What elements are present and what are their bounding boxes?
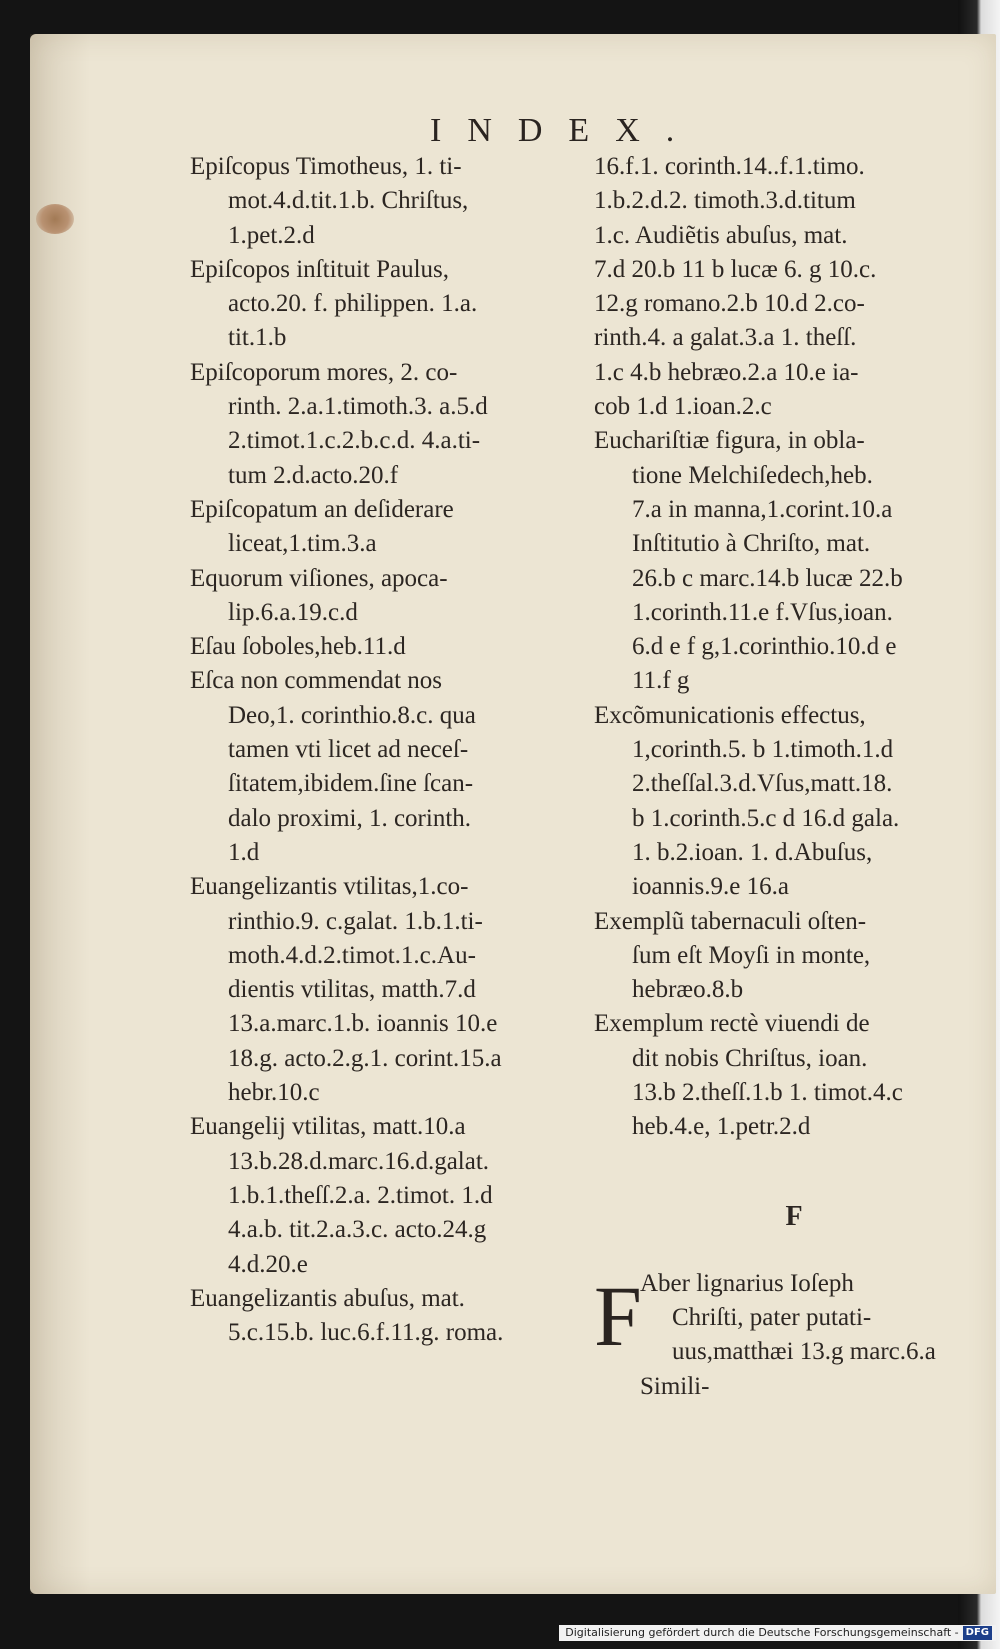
index-entry <box>190 664 600 870</box>
dfg-logo: DFG <box>963 1626 992 1640</box>
entry-line: 2.timot.1.c.2.b.c.d. 4.a.ti- <box>228 427 481 455</box>
digitization-footer <box>559 1625 996 1641</box>
index-entry <box>594 424 994 698</box>
entry-line: Exemplũ tabernaculi oſten- <box>594 907 867 935</box>
entry-line: 16.f.1. corinth.14..f.1.timo. <box>594 153 865 180</box>
entry-line: dit nobis Chriſtus, ioan. <box>632 1044 868 1072</box>
entry-line: lip.6.a.19.c.d <box>228 598 358 626</box>
entry-line: Inſtitutio à Chriſto, mat. <box>632 530 871 558</box>
entry-line: uus,matthæi 13.g marc.6.a <box>672 1338 936 1366</box>
entry-line: rinth. 2.a.1.timoth.3. a.5.d <box>228 393 488 421</box>
entry-line: 1.b.1.theſſ.2.a. 2.timot. 1.d <box>228 1181 493 1209</box>
running-head: INDEX. <box>430 112 701 149</box>
entry-line: 7.a in manna,1.corint.10.a <box>632 495 893 523</box>
paper-stain <box>36 204 74 234</box>
index-entry <box>190 150 600 253</box>
entry-line: Euchariſtiæ figura, in obla- <box>594 427 865 455</box>
entry-line: 5.c.15.b. luc.6.f.11.g. roma. <box>228 1319 504 1347</box>
entry-line: Exemplum rectè viuendi de <box>594 1010 870 1038</box>
entry-line: tione Melchiſedech,heb. <box>632 461 873 489</box>
index-entry <box>190 356 600 493</box>
dropcap-entry <box>594 1267 994 1404</box>
entry-line: 13.b.28.d.marc.16.d.galat. <box>228 1147 490 1175</box>
entry-line: 2.theſſal.3.d.Vſus,matt.18. <box>632 770 893 798</box>
entry-line: 1.corinth.11.e f.Vſus,ioan. <box>632 598 893 626</box>
entry-line: ſitatem,ibidem.ſine ſcan- <box>228 770 474 798</box>
footer-text: Digitalisierung gefördert durch die Deutsche Forschungsgemeinschaft - <box>565 1626 959 1639</box>
entry-line: 1,corinth.5. b 1.timoth.1.d <box>632 736 894 764</box>
entry-line: 1.pet.2.d <box>228 221 315 249</box>
entry-line: Chriſti, pater putati- <box>672 1303 872 1331</box>
index-entry <box>190 493 600 562</box>
entry-line: 6.d e f g,1.corinthio.10.d e <box>632 633 897 661</box>
index-entry <box>594 699 994 905</box>
entry-line: 1.c. Audiẽtis abuſus, mat. <box>594 221 848 249</box>
gutter-shadow <box>30 34 90 1594</box>
entry-line: Excõmunicationis effectus, <box>594 701 866 729</box>
entry-line: Aber lignarius Ioſeph <box>640 1269 854 1297</box>
entry-line: dientis vtilitas, matth.7.d <box>228 976 476 1004</box>
entry-line: acto.20. f. philippen. 1.a. <box>228 290 478 318</box>
entry-line: tum 2.d.acto.20.f <box>228 461 399 489</box>
entry-line: 4.a.b. tit.2.a.3.c. acto.24.g <box>228 1216 487 1244</box>
entry-line: 1.c 4.b hebræo.2.a 10.e ia- <box>594 358 859 386</box>
entry-line: Epiſcopatum an deſiderare <box>190 495 454 523</box>
entry-line: 7.d 20.b 11 b lucæ 6. g 10.c. <box>594 255 877 283</box>
entry-line: 1.b.2.d.2. timoth.3.d.titum <box>594 187 856 215</box>
entry-line: 1.d <box>228 838 260 866</box>
index-entry <box>594 905 994 1008</box>
entry-line: hebræo.8.b <box>632 976 744 1004</box>
entry-line: 26.b c marc.14.b lucæ 22.b <box>632 564 903 592</box>
entry-line: Euangelizantis abuſus, mat. <box>190 1284 465 1312</box>
index-entry <box>190 870 600 1110</box>
entry-line: 13.a.marc.1.b. ioannis 10.e <box>228 1010 498 1038</box>
entry-line: 1. b.2.ioan. 1. d.Abuſus, <box>632 838 873 866</box>
entry-line: liceat,1.tim.3.a <box>228 530 377 558</box>
entry-line: dalo proximi, 1. corinth. <box>228 804 472 832</box>
entry-line: Epiſcopos inſtituit Paulus, <box>190 255 450 283</box>
entry-line: 12.g romano.2.b 10.d 2.co- <box>594 290 865 318</box>
entry-line: mot.4.d.tit.1.b. Chriſtus, <box>228 187 469 215</box>
entry-line: heb.4.e, 1.petr.2.d <box>632 1113 811 1141</box>
entry-line: Euangelizantis vtilitas,1.co- <box>190 873 469 901</box>
catchword: Simili- <box>640 1372 710 1400</box>
entry-line: Euangelij vtilitas, matt.10.a <box>190 1113 466 1141</box>
index-entry <box>594 1007 994 1144</box>
entry-line: 18.g. acto.2.g.1. corint.15.a <box>228 1044 502 1072</box>
entry-line: hebr.10.c <box>228 1079 320 1107</box>
entry-line: moth.4.d.2.timot.1.c.Au- <box>228 941 476 969</box>
index-entry <box>190 1110 600 1281</box>
index-entry <box>190 630 600 664</box>
entry-line: 11.f g <box>632 667 690 695</box>
index-column-right <box>594 150 994 1404</box>
entry-line: cob 1.d 1.ioan.2.c <box>594 393 772 421</box>
drop-cap-initial: F <box>594 1267 642 1364</box>
entry-line: Eſau ſoboles,heb.11.d <box>190 633 406 661</box>
entry-line: Eſca non commendat nos <box>190 667 443 695</box>
index-entry <box>190 562 600 631</box>
letter-heading: F <box>785 1200 803 1232</box>
entry-line: 13.b 2.theſſ.1.b 1. timot.4.c <box>632 1079 903 1107</box>
entry-line: rinthio.9. c.galat. 1.b.1.ti- <box>228 907 483 935</box>
entry-line: Equorum viſiones, apoca- <box>190 564 448 592</box>
entry-line: ioannis.9.e 16.a <box>632 873 789 901</box>
entry-line: Epiſcopus Timotheus, 1. ti- <box>190 153 462 180</box>
index-entry <box>190 253 600 356</box>
index-entry <box>190 1282 600 1351</box>
entry-line: Epiſcoporum mores, 2. co- <box>190 358 458 386</box>
entry-line: Deo,1. corinthio.8.c. qua <box>228 701 476 729</box>
entry-line: rinth.4. a galat.3.a 1. theſſ. <box>594 324 857 352</box>
entry-line: b 1.corinth.5.c d 16.d gala. <box>632 804 900 832</box>
index-entry <box>594 150 994 424</box>
entry-line: tamen vti licet ad neceſ- <box>228 736 469 764</box>
index-column-left <box>190 150 600 1350</box>
entry-line: ſum eſt Moyſi in monte, <box>632 941 871 969</box>
right-entries <box>594 150 994 1145</box>
entry-line: 4.d.20.e <box>228 1250 308 1278</box>
entry-line: tit.1.b <box>228 324 287 352</box>
